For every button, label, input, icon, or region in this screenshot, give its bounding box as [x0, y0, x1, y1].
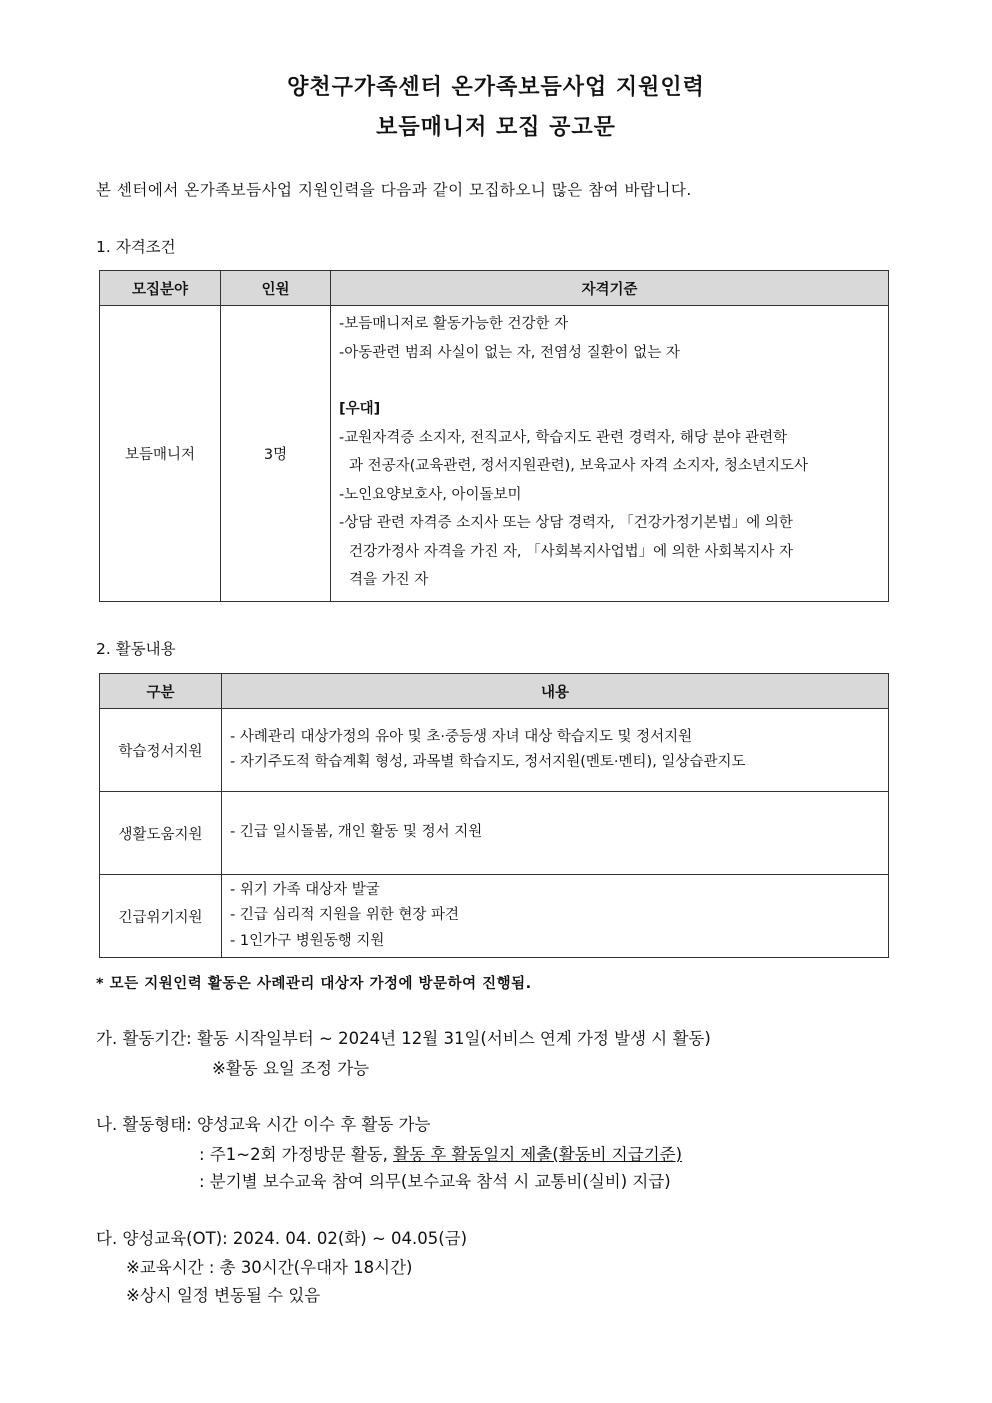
criteria-pref-2-line-1: -노인요양보호사, 아이돌보미 [339, 486, 522, 503]
header-content: 내용 [222, 674, 889, 709]
criteria-pref-3-line-3: 격을 가진 자 [349, 572, 429, 588]
criteria-pref-3-line-1: -상담 관련 자격증 소지사 또는 상담 경력자, 「건강가정기본법」에 의한 [339, 515, 793, 531]
title-line-2: 보듬매니저 모집 공고문 [376, 115, 616, 140]
table-row [100, 709, 889, 792]
header-criteria: 자격기준 [331, 271, 889, 306]
section-2-heading: 2. 활동내용 [96, 640, 176, 658]
category-cell: 학습정서지원 [100, 709, 222, 792]
list-item: - 1인가구 병원동행 지원 [230, 932, 385, 949]
criteria-cell [331, 306, 889, 602]
criteria-pref-3-line-2: 건강가정사 자격을 가진 자, 「사회복지사업법」에 의한 사회복지사 자 [349, 543, 794, 560]
activity-type-underlined: 활동 후 활동일지 제출(활동비 지급기준) [393, 1145, 683, 1164]
activity-type-line-3: : 분기별 보수교육 참여 의무(보수교육 참석 시 교통비(실비) 지급) [199, 1172, 671, 1191]
criteria-basic-1: -보듬매니저로 활동가능한 건강한 자 [339, 316, 569, 332]
criteria-preference-label: [우대] [339, 401, 381, 417]
qualification-header-row [100, 271, 889, 306]
header-count: 인원 [221, 271, 331, 306]
category-cell: 생활도움지원 [100, 792, 222, 875]
header-category: 구분 [100, 674, 222, 709]
visit-note: * 모든 지원인력 활동은 사례관리 대상자 가정에 방문하여 진행됨. [96, 976, 532, 992]
list-item: - 긴급 일시돌봄, 개인 활동 및 정서 지원 [230, 824, 483, 841]
criteria-basic-2: -아동관련 범죄 사실이 없는 자, 전염성 질환이 없는 자 [339, 344, 680, 361]
count-cell: 3명 [221, 306, 331, 602]
qualification-row [100, 306, 889, 602]
criteria-pref-1-line-2: 과 전공자(교육관련, 정서지원관련), 보육교사 자격 소지자, 청소년지도사 [349, 458, 808, 474]
content-cell [222, 875, 889, 958]
list-item: - 긴급 심리적 지원을 위한 현장 파견 [230, 907, 459, 924]
activity-type-line-2 [199, 1141, 682, 1165]
training-dates: 다. 양성교육(OT): 2024. 04. 02(화) ~ 04.05(금) [96, 1229, 468, 1248]
content-cell [222, 709, 889, 792]
section-1-heading: 1. 자격조건 [96, 238, 176, 256]
training-schedule-note: ※상시 일정 변동될 수 있음 [126, 1286, 321, 1305]
intro-text: 본 센터에서 온가족보듬사업 지원인력을 다음과 같이 모집하오니 많은 참여 바랍니다. [96, 181, 692, 199]
activity-period: 가. 활동기간: 활동 시작일부터 ~ 2024년 12월 31일(서비스 연계 가정 발생 시 활동) [96, 1029, 711, 1048]
list-item: - 위기 가족 대상자 발굴 [230, 881, 380, 898]
category-cell: 긴급위기지원 [100, 875, 222, 958]
list-item: - 자기주도적 학습계획 형성, 과목별 학습지도, 정서지원(멘토·멘티), 일상습관지도 [230, 754, 746, 770]
list-item: - 사례관리 대상가정의 유아 및 초·중등생 자녀 대상 학습지도 및 정서지원 [230, 728, 693, 745]
table-row [100, 875, 889, 958]
criteria-pref-1-line-1: -교원자격증 소지자, 전직교사, 학습지도 관련 경력자, 해당 분야 관련학 [339, 429, 788, 446]
activity-period-note: ※활동 요일 조정 가능 [212, 1059, 370, 1078]
header-field: 모집분야 [100, 271, 221, 306]
activity-header-row [100, 674, 889, 709]
content-cell [222, 792, 889, 875]
field-cell: 보듬매니저 [100, 306, 221, 602]
title-line-1: 양천구가족센터 온가족보듬사업 지원인력 [287, 75, 705, 100]
activity-table [99, 673, 889, 958]
training-hours: ※교육시간 : 총 30시간(우대자 18시간) [126, 1258, 413, 1277]
table-row [100, 792, 889, 875]
activity-type: 나. 활동형태: 양성교육 시간 이수 후 활동 가능 [96, 1115, 431, 1134]
qualification-table [99, 270, 889, 602]
activity-type-visit: : 주1~2회 가정방문 활동, [199, 1145, 394, 1164]
